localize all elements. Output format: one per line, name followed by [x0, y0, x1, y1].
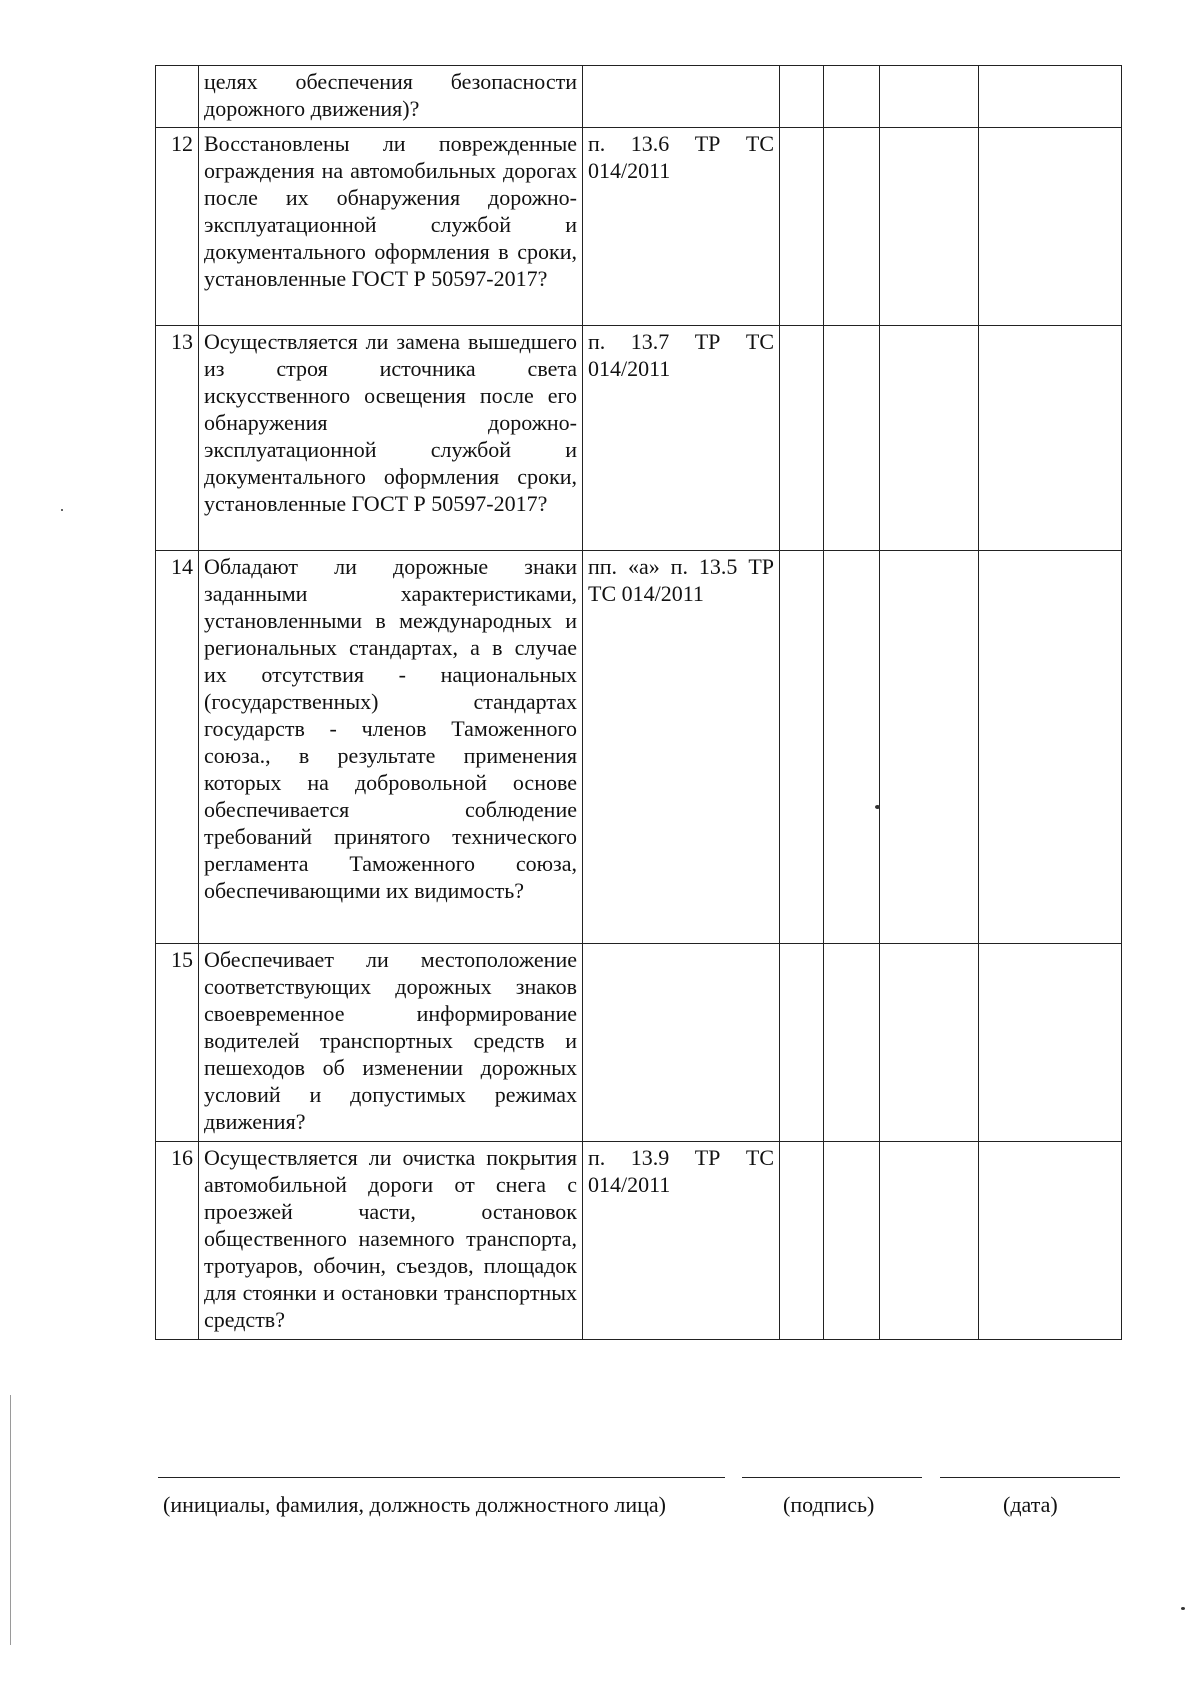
row-number: 12 [156, 128, 199, 326]
table-row [156, 944, 1122, 1142]
remarks-cell [979, 128, 1122, 326]
table-row [156, 326, 1122, 551]
answer-yes-cell [780, 326, 824, 551]
row-reference: п. 13.6 ТР ТС 014/2011 [583, 128, 780, 326]
row-question: Восстановлены ли поврежденные ограждения на автомобильных дорогах после их обнаружения дорожно-эксплуатационной службой и документального оформления в сроки, установленные ГОСТ Р 50597-2017? [199, 128, 583, 326]
answer-no-cell [824, 128, 880, 326]
row-question: целях обеспечения безопасности дорожного движения)? [199, 66, 583, 128]
row-reference: п. 13.9 ТР ТС 014/2011 [583, 1142, 780, 1340]
answer-na-cell [880, 551, 979, 944]
scan-margin-line [10, 1395, 11, 1645]
answer-yes-cell [780, 66, 824, 128]
answer-yes-cell [780, 128, 824, 326]
table-row [156, 128, 1122, 326]
answer-no-cell [824, 551, 880, 944]
row-number [156, 66, 199, 128]
answer-na-cell [880, 326, 979, 551]
row-reference: п. 13.7 ТР ТС 014/2011 [583, 326, 780, 551]
table-row [156, 1142, 1122, 1340]
scan-speck [61, 509, 63, 511]
answer-na-cell [880, 1142, 979, 1340]
signature-block [0, 1477, 1200, 1557]
answer-no-cell [824, 66, 880, 128]
row-reference: пп. «а» п. 13.5 ТР ТС 014/2011 [583, 551, 780, 944]
table-row [156, 66, 1122, 128]
remarks-cell [979, 551, 1122, 944]
signature-label: (подпись) [783, 1492, 875, 1517]
official-signature-line [158, 1477, 725, 1478]
answer-na-cell [880, 944, 979, 1142]
table-row [156, 551, 1122, 944]
scan-speck [875, 805, 880, 809]
signature-line [742, 1477, 922, 1478]
date-line [940, 1477, 1120, 1478]
answer-na-cell [880, 66, 979, 128]
answer-yes-cell [780, 551, 824, 944]
row-question: Обладают ли дорожные знаки заданными характеристиками, установленными в международных и региональных стандартах, а в случае их отсутствия - национальных (государственных) стандартах государств - членов Таможенного союза., в результате применения которых на добровольной основе обеспечивается соблюдение требований принятого технического регламента Таможенного союза, обеспечивающими их видимость? [199, 551, 583, 944]
checklist-table [155, 65, 1122, 1340]
answer-no-cell [824, 326, 880, 551]
row-number: 16 [156, 1142, 199, 1340]
remarks-cell [979, 944, 1122, 1142]
answer-yes-cell [780, 1142, 824, 1340]
remarks-cell [979, 66, 1122, 128]
remarks-cell [979, 1142, 1122, 1340]
row-question: Обеспечивает ли местоположение соответствующих дорожных знаков своевременное информирование водителей транспортных средств и пешеходов об изменении дорожных условий и допустимых режимах движения? [199, 944, 583, 1142]
remarks-cell [979, 326, 1122, 551]
row-number: 13 [156, 326, 199, 551]
official-label: (инициалы, фамилия, должность должностного лица) [163, 1492, 666, 1517]
answer-no-cell [824, 1142, 880, 1340]
answer-no-cell [824, 944, 880, 1142]
row-question: Осуществляется ли замена вышедшего из строя источника света искусственного освещения после его обнаружения дорожно-эксплуатационной службой и документального оформления сроки, установленные ГОСТ Р 50597-2017? [199, 326, 583, 551]
date-label: (дата) [1003, 1492, 1058, 1517]
row-reference [583, 66, 780, 128]
row-question: Осуществляется ли очистка покрытия автомобильной дороги от снега с проезжей части, остановок общественного наземного транспорта, тротуаров, обочин, съездов, площадок для стоянки и остановки транспортных средств? [199, 1142, 583, 1340]
answer-yes-cell [780, 944, 824, 1142]
scan-speck [1181, 1607, 1185, 1610]
row-number: 15 [156, 944, 199, 1142]
answer-na-cell [880, 128, 979, 326]
row-number: 14 [156, 551, 199, 944]
row-reference [583, 944, 780, 1142]
